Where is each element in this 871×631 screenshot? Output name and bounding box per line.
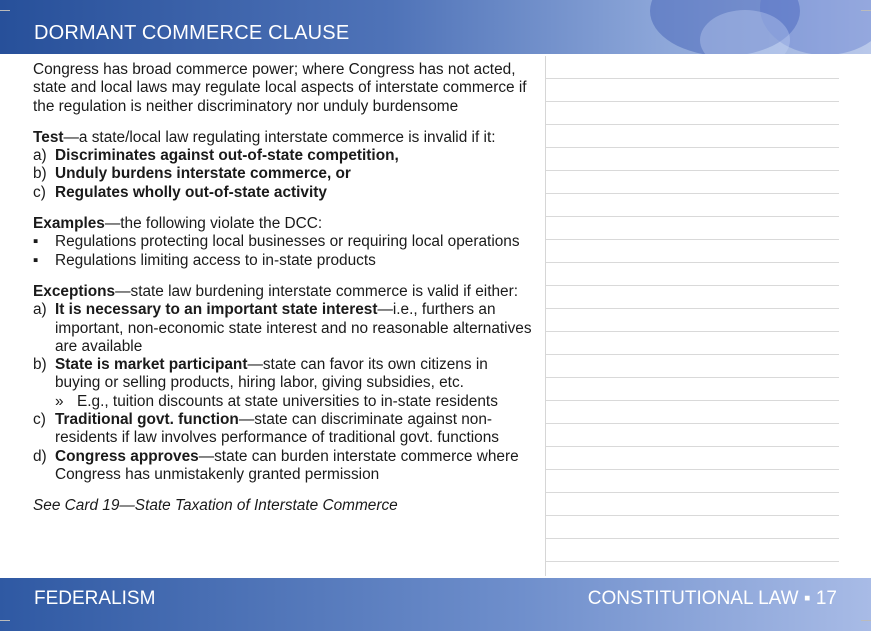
note-rule (546, 78, 839, 79)
note-rule (546, 124, 839, 125)
test-lead-text: —a state/local law regulating interstate commerce is invalid if it: (63, 128, 496, 146)
example-item: ▪ Regulations limiting access to in-state products (33, 251, 376, 269)
note-rule (546, 400, 839, 401)
card-title: DORMANT COMMERCE CLAUSE (34, 22, 350, 44)
note-rule (546, 354, 839, 355)
notes-lines (545, 56, 839, 576)
note-rule (546, 331, 839, 332)
exception-item: d) Congress approves—state can burden interstate commerce where Congress has unmistakenly granted permission (33, 447, 519, 483)
note-rule (546, 469, 839, 470)
note-rule (546, 262, 839, 263)
exception-item: b) State is market participant—state can favor its own citizens in buying or selling products, hiring labor, giving subsidies, etc. (33, 356, 488, 392)
exceptions-lead-text: —state law burdening interstate commerce is valid if either: (115, 282, 519, 300)
crop-mark (0, 10, 10, 11)
exceptions-lead (33, 283, 533, 301)
cross-reference-note: See Card 19—State Taxation of Interstate Commerce (33, 497, 398, 515)
footer-subject-page: CONSTITUTIONAL LAW ▪ 17 (587, 588, 837, 609)
note-rule (546, 561, 839, 562)
examples-heading: Examples (33, 215, 105, 233)
test-item: c) Regulates wholly out-of-state activity (33, 183, 327, 201)
note-rule (546, 285, 839, 286)
card-content (33, 61, 533, 516)
examples-lead (33, 215, 533, 233)
crop-mark (861, 10, 871, 11)
examples-lead-text: —the following violate the DCC: (104, 215, 323, 233)
note-rule (546, 308, 839, 309)
note-rule (546, 147, 839, 148)
note-rule (546, 423, 839, 424)
note-rule (546, 515, 839, 516)
test-lead (33, 129, 533, 147)
intro-paragraph: Congress has broad commerce power; where Congress has not acted, state and local laws may regulate local aspects of interstate commerce if the regulation is neither discriminatory nor unduly burdensome (33, 61, 527, 115)
card-header (0, 0, 871, 54)
card-footer (0, 578, 871, 631)
note-rule (546, 446, 839, 447)
note-rule (546, 538, 839, 539)
note-rule (546, 216, 839, 217)
crop-mark (861, 620, 871, 621)
note-rule (546, 101, 839, 102)
exception-item: a) It is necessary to an important state interest—i.e., furthers an important, non-economic state interest and no reasonable alternatives are available (33, 301, 532, 355)
note-rule (546, 239, 839, 240)
bullet-icon: ▪ (33, 233, 39, 251)
exception-item: c) Traditional govt. function—state can discriminate against non-residents if law involves performance of traditional govt. functions (33, 411, 499, 447)
test-heading: Test (33, 128, 64, 146)
note-rule (546, 193, 839, 194)
note-rule (546, 377, 839, 378)
exception-sub-item: » E.g., tuition discounts at state universities to in-state residents (55, 392, 498, 410)
example-item: ▪ Regulations protecting local businesses or requiring local operations (33, 233, 520, 251)
test-item: b) Unduly burdens interstate commerce, or (33, 165, 351, 183)
crop-mark (0, 620, 10, 621)
bullet-icon: ▪ (33, 251, 39, 269)
note-rule (546, 170, 839, 171)
footer-section: FEDERALISM (34, 588, 156, 609)
note-rule (546, 492, 839, 493)
exceptions-heading: Exceptions (33, 282, 116, 300)
test-item: a) Discriminates against out-of-state competition, (33, 147, 399, 165)
chevron-right-icon: » (55, 392, 64, 410)
